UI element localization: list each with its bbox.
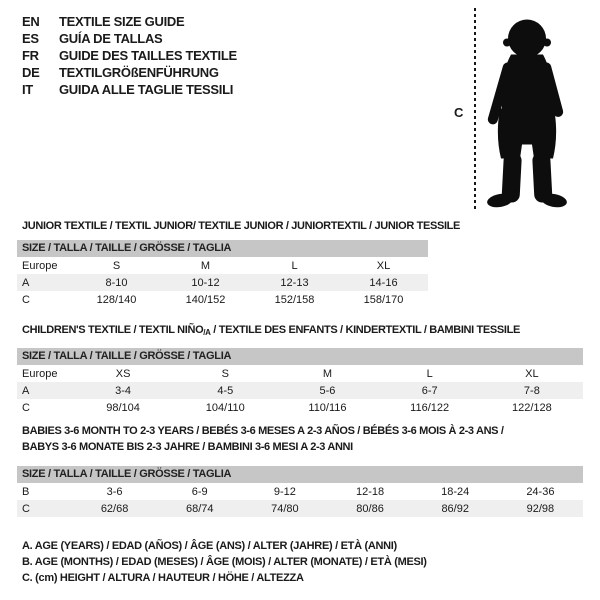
row-label: A xyxy=(22,384,30,397)
height-cell: 158/170 xyxy=(363,293,404,306)
age-cell: 5-6 xyxy=(319,384,336,397)
children-title-text: / TEXTILE DES ENFANTS / KINDERTEXTIL / BAMBINI TESSILE xyxy=(210,324,520,336)
size-cell: S xyxy=(112,259,121,272)
table-row xyxy=(17,274,428,291)
row-label: C xyxy=(22,502,30,515)
age-cell: 7-8 xyxy=(523,384,540,397)
height-measure-label: C xyxy=(454,105,464,120)
age-cell: 6-9 xyxy=(191,485,208,498)
language-code: IT xyxy=(22,82,33,97)
size-cell: L xyxy=(291,259,298,272)
row-label: A xyxy=(22,276,30,289)
age-cell: 18-24 xyxy=(441,485,470,498)
size-table-header: SIZE / TALLA / TAILLE / GRÖSSE / TAGLIA xyxy=(17,240,428,257)
language-item-it xyxy=(22,81,237,98)
size-cell: L xyxy=(426,367,433,380)
size-cell: XL xyxy=(525,367,539,380)
height-cell: 116/122 xyxy=(410,401,450,414)
size-cell: M xyxy=(200,259,211,272)
children-title-text: CHILDREN'S TEXTILE / TEXTIL NIÑO xyxy=(22,324,204,336)
row-label: C xyxy=(22,401,30,414)
babies-title-line2: BABYS 3-6 MONATE BIS 2-3 JAHRE / BAMBINI 3-6 MESI A 2-3 ANNI xyxy=(22,441,353,453)
table-row xyxy=(17,500,583,517)
table-row xyxy=(17,291,428,308)
height-cell: 122/128 xyxy=(511,401,552,414)
language-code: EN xyxy=(22,14,40,29)
height-cell: 86/92 xyxy=(441,502,469,515)
row-label: Europe xyxy=(22,367,58,380)
height-measure-figure xyxy=(450,6,595,212)
babies-size-table xyxy=(17,466,583,517)
size-cell: XL xyxy=(376,259,391,272)
row-label: B xyxy=(22,485,30,498)
age-cell: 24-36 xyxy=(526,485,555,498)
size-cell: M xyxy=(322,367,333,380)
children-size-table xyxy=(17,348,583,416)
age-cell: 6-7 xyxy=(421,384,438,397)
height-cell: 68/74 xyxy=(185,502,214,515)
babies-title-line1: BABIES 3-6 MONTH TO 2-3 YEARS / BEBÉS 3-6 MESES A 2-3 AÑOS / BÉBÉS 3-6 MOIS À 2-3 ANS / xyxy=(22,425,504,437)
height-cell: 98/104 xyxy=(106,401,140,414)
language-item-de xyxy=(22,64,237,81)
language-title: GUIDA ALLE TAGLIE TESSILI xyxy=(59,82,234,97)
row-label: C xyxy=(22,293,30,306)
height-dotted-line xyxy=(474,8,476,209)
height-cell: 110/116 xyxy=(308,401,347,414)
age-cell: 4-5 xyxy=(217,384,234,397)
language-list xyxy=(22,13,237,98)
table-row xyxy=(17,399,583,416)
language-code: DE xyxy=(22,65,40,80)
table-row xyxy=(17,382,583,399)
height-cell: 152/158 xyxy=(274,293,315,306)
age-cell: 12-13 xyxy=(280,276,309,289)
table-row xyxy=(17,483,583,500)
language-item-en xyxy=(22,13,237,30)
height-cell: 74/80 xyxy=(271,502,299,515)
age-cell: 3-6 xyxy=(106,485,123,498)
language-code: ES xyxy=(22,31,39,46)
language-title: GUÍA DE TALLAS xyxy=(59,31,163,46)
table-row xyxy=(17,257,428,274)
height-cell: 104/110 xyxy=(205,401,245,414)
age-cell: 12-18 xyxy=(355,485,385,498)
size-table-header: SIZE / TALLA / TAILLE / GRÖSSE / TAGLIA xyxy=(17,348,583,365)
junior-section-title: JUNIOR TEXTILE / TEXTIL JUNIOR/ TEXTILE JUNIOR / JUNIORTEXTIL / JUNIOR TESSILE xyxy=(22,220,461,232)
table-row xyxy=(17,365,583,382)
language-item-es xyxy=(22,30,237,47)
height-cell: 92/98 xyxy=(526,502,555,515)
language-title: TEXTILE SIZE GUIDE xyxy=(59,14,185,29)
junior-size-table xyxy=(17,240,428,308)
footnote-age-years: A. AGE (YEARS) / EDAD (AÑOS) / ÂGE (ANS) / ALTER (JAHRE) / ETÀ (ANNI) xyxy=(22,540,397,552)
footnote-age-months: B. AGE (MONTHS) / EDAD (MESES) / ÂGE (MOIS) / ALTER (MONATE) / ETÀ (MESI) xyxy=(22,556,427,568)
language-title: GUIDE DES TAILLES TEXTILE xyxy=(59,48,237,63)
size-cell: XS xyxy=(115,367,131,380)
size-cell: S xyxy=(221,367,229,380)
babies-section-title xyxy=(22,423,504,455)
children-section-title xyxy=(22,322,520,341)
age-cell: 10-12 xyxy=(191,276,220,289)
age-cell: 14-16 xyxy=(369,276,398,289)
language-title: TEXTILGRÖßENFÜHRUNG xyxy=(59,65,219,80)
height-cell: 80/86 xyxy=(356,502,384,515)
age-cell: 3-4 xyxy=(115,384,132,397)
height-cell: 128/140 xyxy=(96,293,137,306)
language-code: FR xyxy=(22,48,39,63)
size-table-header: SIZE / TALLA / TAILLE / GRÖSSE / TAGLIA xyxy=(17,466,583,483)
age-cell: 8-10 xyxy=(105,276,128,289)
baby-silhouette-icon xyxy=(479,8,575,209)
language-item-fr xyxy=(22,47,237,64)
legend-footnotes xyxy=(22,538,427,586)
age-cell: 9-12 xyxy=(273,485,296,498)
footnote-height-cm: C. (cm) HEIGHT / ALTURA / HAUTEUR / HÖHE / ALTEZZA xyxy=(22,572,304,584)
children-title-subscript: /A xyxy=(203,328,211,337)
row-label: Europe xyxy=(22,259,58,272)
height-cell: 62/68 xyxy=(100,502,129,515)
height-cell: 140/152 xyxy=(185,293,226,306)
